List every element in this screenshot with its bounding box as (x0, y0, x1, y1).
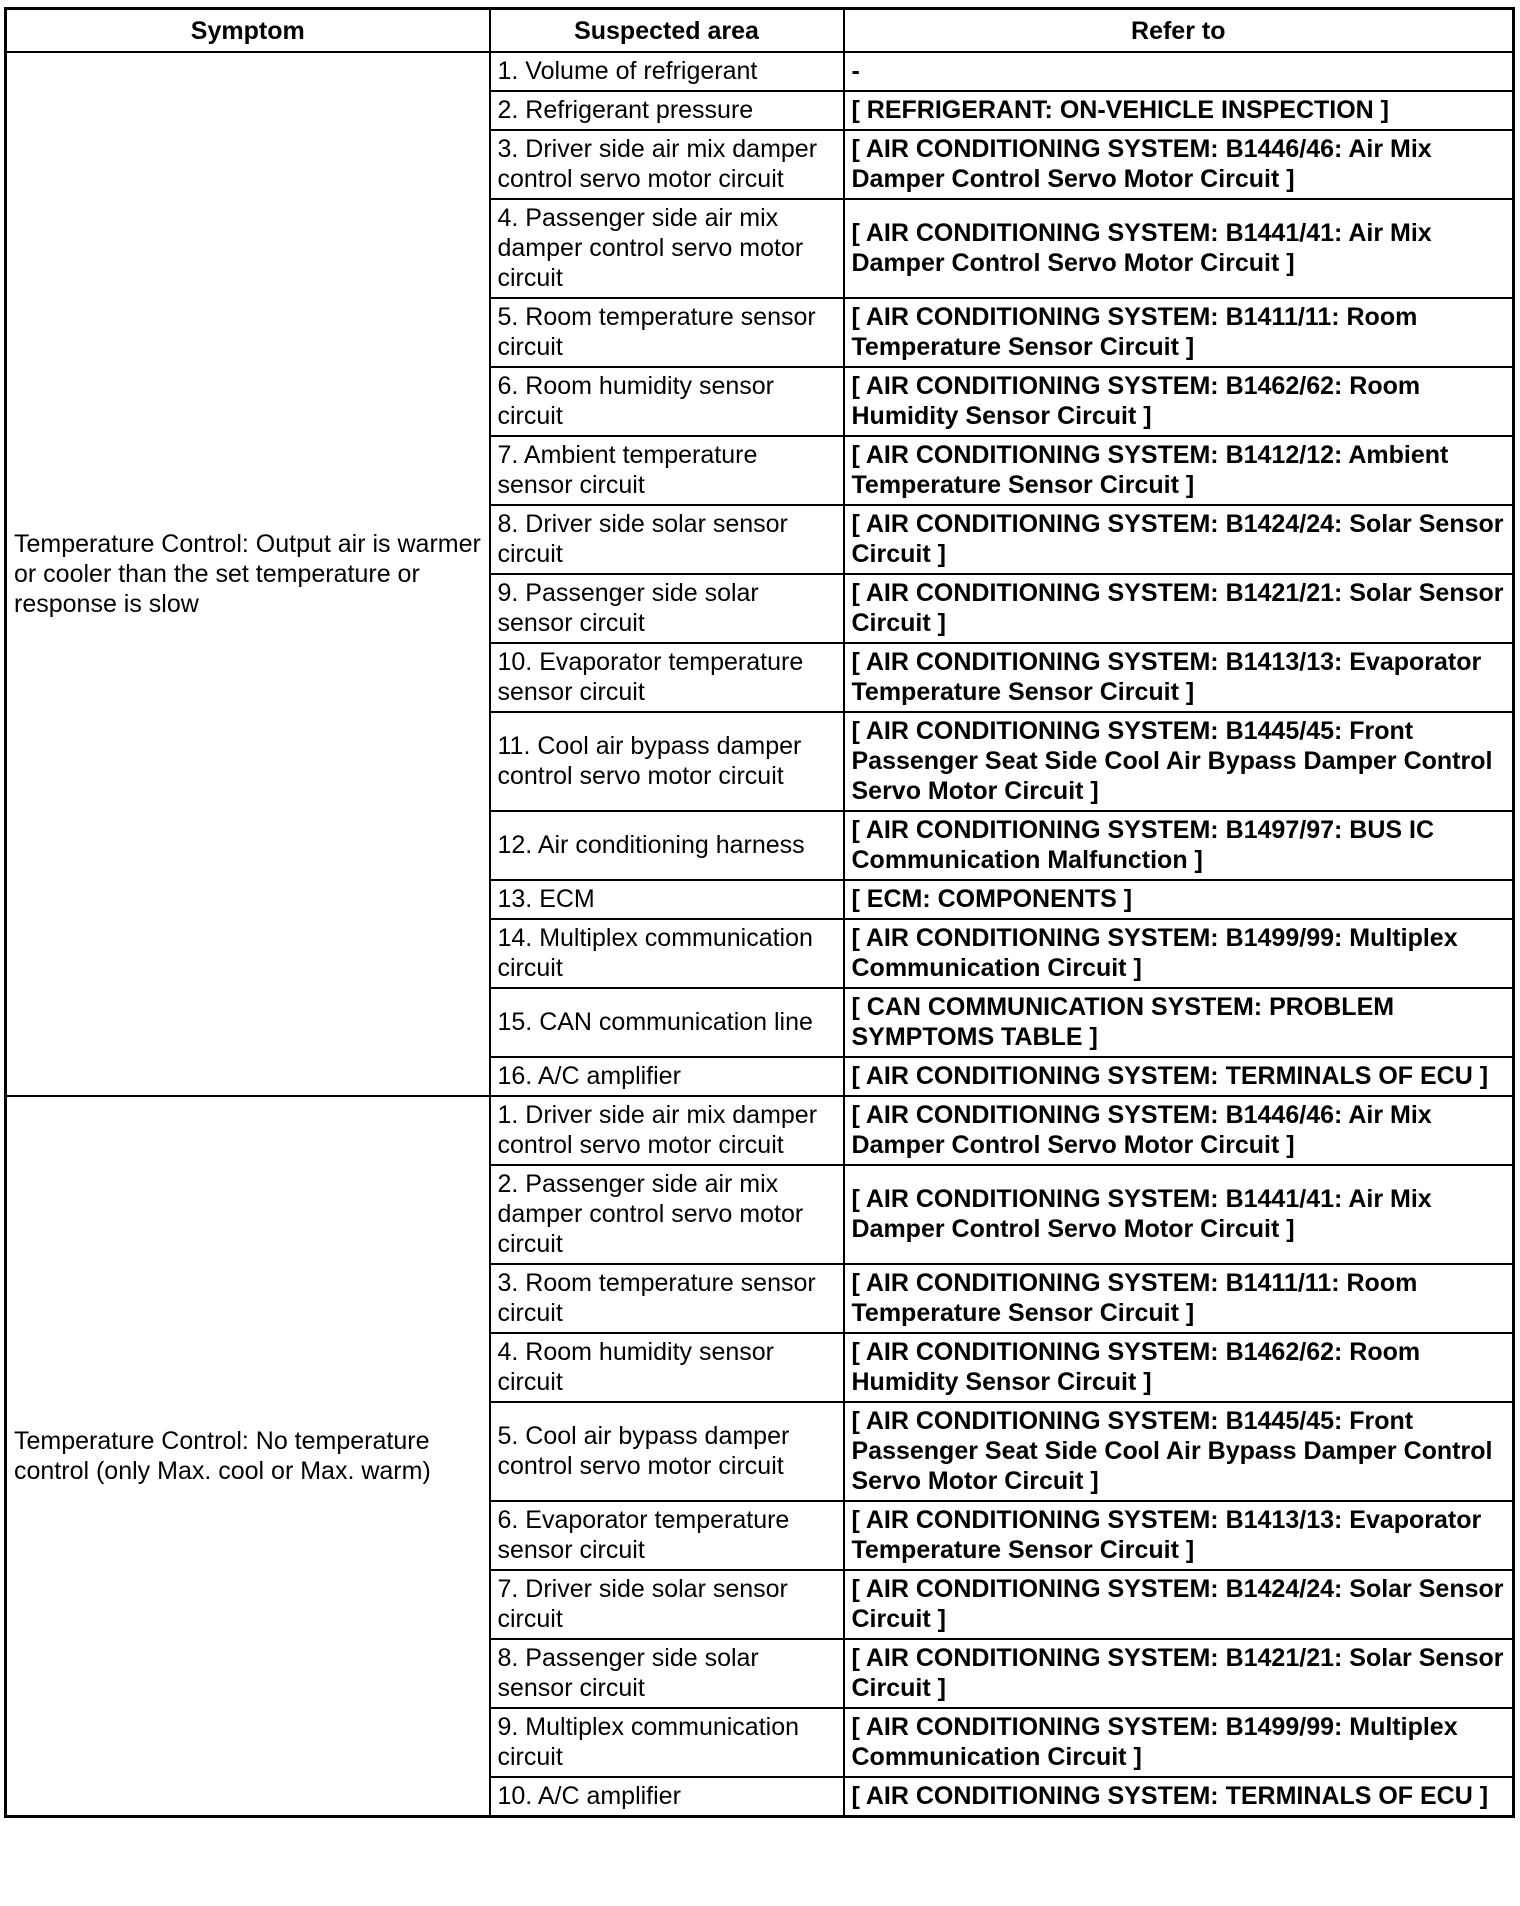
refer-to-cell: [ AIR CONDITIONING SYSTEM: B1413/13: Evaporator Temperature Sensor Circuit ] (844, 643, 1514, 712)
header-symptom: Symptom (6, 9, 490, 53)
suspected-area-cell: 2. Refrigerant pressure (490, 91, 844, 130)
refer-to-cell: [ AIR CONDITIONING SYSTEM: B1462/62: Room Humidity Sensor Circuit ] (844, 367, 1514, 436)
suspected-area-cell: 13. ECM (490, 880, 844, 919)
table-body (6, 52, 1514, 1817)
problem-symptoms-page (4, 7, 1512, 1818)
refer-to-cell: [ AIR CONDITIONING SYSTEM: B1499/99: Multiplex Communication Circuit ] (844, 1708, 1514, 1777)
refer-to-cell: [ AIR CONDITIONING SYSTEM: TERMINALS OF ECU ] (844, 1777, 1514, 1817)
suspected-area-cell: 4. Room humidity sensor circuit (490, 1333, 844, 1402)
suspected-area-cell: 16. A/C amplifier (490, 1057, 844, 1096)
suspected-area-cell: 11. Cool air bypass damper control servo motor circuit (490, 712, 844, 811)
suspected-area-cell: 15. CAN communication line (490, 988, 844, 1057)
refer-to-cell: [ AIR CONDITIONING SYSTEM: B1441/41: Air Mix Damper Control Servo Motor Circuit ] (844, 199, 1514, 298)
refer-to-cell: [ AIR CONDITIONING SYSTEM: B1424/24: Solar Sensor Circuit ] (844, 505, 1514, 574)
table-header (6, 9, 1514, 53)
suspected-area-cell: 5. Room temperature sensor circuit (490, 298, 844, 367)
suspected-area-cell: 7. Driver side solar sensor circuit (490, 1570, 844, 1639)
table-row (6, 1096, 1514, 1165)
table-row (6, 52, 1514, 91)
refer-to-cell: [ AIR CONDITIONING SYSTEM: B1411/11: Room Temperature Sensor Circuit ] (844, 1264, 1514, 1333)
suspected-area-cell: 9. Passenger side solar sensor circuit (490, 574, 844, 643)
suspected-area-cell: 6. Evaporator temperature sensor circuit (490, 1501, 844, 1570)
symptom-cell: Temperature Control: No temperature control (only Max. cool or Max. warm) (6, 1096, 490, 1817)
refer-to-cell: [ AIR CONDITIONING SYSTEM: TERMINALS OF ECU ] (844, 1057, 1514, 1096)
suspected-area-cell: 12. Air conditioning harness (490, 811, 844, 880)
refer-to-cell: [ AIR CONDITIONING SYSTEM: B1446/46: Air Mix Damper Control Servo Motor Circuit ] (844, 1096, 1514, 1165)
suspected-area-cell: 14. Multiplex communication circuit (490, 919, 844, 988)
refer-to-cell: [ AIR CONDITIONING SYSTEM: B1424/24: Solar Sensor Circuit ] (844, 1570, 1514, 1639)
suspected-area-cell: 2. Passenger side air mix damper control servo motor circuit (490, 1165, 844, 1264)
refer-to-cell: [ AIR CONDITIONING SYSTEM: B1413/13: Evaporator Temperature Sensor Circuit ] (844, 1501, 1514, 1570)
suspected-area-cell: 8. Driver side solar sensor circuit (490, 505, 844, 574)
refer-to-cell: [ AIR CONDITIONING SYSTEM: B1421/21: Solar Sensor Circuit ] (844, 1639, 1514, 1708)
refer-to-cell: [ AIR CONDITIONING SYSTEM: B1497/97: BUS IC Communication Malfunction ] (844, 811, 1514, 880)
header-suspected-area: Suspected area (490, 9, 844, 53)
problem-symptoms-table (4, 7, 1515, 1818)
refer-to-cell: [ ECM: COMPONENTS ] (844, 880, 1514, 919)
refer-to-cell: [ AIR CONDITIONING SYSTEM: B1446/46: Air Mix Damper Control Servo Motor Circuit ] (844, 130, 1514, 199)
refer-to-cell: [ AIR CONDITIONING SYSTEM: B1412/12: Ambient Temperature Sensor Circuit ] (844, 436, 1514, 505)
refer-to-cell: [ REFRIGERANT: ON-VEHICLE INSPECTION ] (844, 91, 1514, 130)
refer-to-cell: [ AIR CONDITIONING SYSTEM: B1411/11: Room Temperature Sensor Circuit ] (844, 298, 1514, 367)
suspected-area-cell: 8. Passenger side solar sensor circuit (490, 1639, 844, 1708)
header-row (6, 9, 1514, 53)
suspected-area-cell: 5. Cool air bypass damper control servo motor circuit (490, 1402, 844, 1501)
suspected-area-cell: 7. Ambient temperature sensor circuit (490, 436, 844, 505)
refer-to-cell: [ AIR CONDITIONING SYSTEM: B1445/45: Front Passenger Seat Side Cool Air Bypass Damper Control Servo Motor Circuit ] (844, 1402, 1514, 1501)
suspected-area-cell: 10. A/C amplifier (490, 1777, 844, 1817)
suspected-area-cell: 10. Evaporator temperature sensor circuit (490, 643, 844, 712)
refer-to-cell: [ AIR CONDITIONING SYSTEM: B1421/21: Solar Sensor Circuit ] (844, 574, 1514, 643)
suspected-area-cell: 1. Driver side air mix damper control servo motor circuit (490, 1096, 844, 1165)
refer-to-cell: [ AIR CONDITIONING SYSTEM: B1445/45: Front Passenger Seat Side Cool Air Bypass Damper Control Servo Motor Circuit ] (844, 712, 1514, 811)
suspected-area-cell: 9. Multiplex communication circuit (490, 1708, 844, 1777)
suspected-area-cell: 3. Driver side air mix damper control servo motor circuit (490, 130, 844, 199)
refer-to-cell: - (844, 52, 1514, 91)
suspected-area-cell: 6. Room humidity sensor circuit (490, 367, 844, 436)
refer-to-cell: [ CAN COMMUNICATION SYSTEM: PROBLEM SYMPTOMS TABLE ] (844, 988, 1514, 1057)
refer-to-cell: [ AIR CONDITIONING SYSTEM: B1499/99: Multiplex Communication Circuit ] (844, 919, 1514, 988)
refer-to-cell: [ AIR CONDITIONING SYSTEM: B1462/62: Room Humidity Sensor Circuit ] (844, 1333, 1514, 1402)
symptom-cell: Temperature Control: Output air is warmer or cooler than the set temperature or response is slow (6, 52, 490, 1096)
suspected-area-cell: 1. Volume of refrigerant (490, 52, 844, 91)
refer-to-cell: [ AIR CONDITIONING SYSTEM: B1441/41: Air Mix Damper Control Servo Motor Circuit ] (844, 1165, 1514, 1264)
header-refer-to: Refer to (844, 9, 1514, 53)
suspected-area-cell: 3. Room temperature sensor circuit (490, 1264, 844, 1333)
suspected-area-cell: 4. Passenger side air mix damper control servo motor circuit (490, 199, 844, 298)
